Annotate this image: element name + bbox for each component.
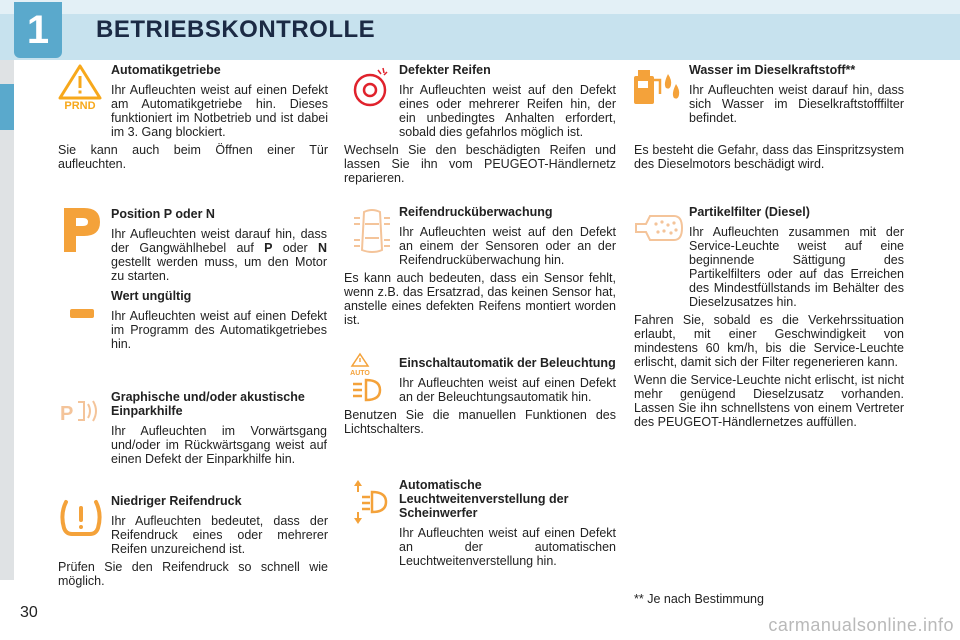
side-mark (0, 84, 14, 130)
section-text-2: Es besteht die Gefahr, dass das Einspritzsystem des Dieselmotors beschädigt wird. (634, 143, 904, 171)
section-einparkhilfe (111, 390, 327, 470)
section-title: Wasser im Dieselkraftstoff** (689, 63, 856, 77)
watermark: carmanualsonline.info (768, 615, 954, 635)
parking-assist-icon (58, 396, 104, 433)
p-letter-icon (60, 206, 102, 259)
section-title: Einschaltautomatik der Beleuchtung (399, 356, 616, 370)
page-number: 30 (20, 604, 38, 621)
section-position-p-n (111, 207, 327, 287)
section-text: Ihr Aufleuchten weist darauf hin, dass sich Wasser im Dieselkraftstofffilter befindet. (689, 83, 904, 125)
auto-label: AUTO (350, 370, 370, 377)
section-title: Reifendrucküberwachung (399, 205, 553, 219)
section-text: Ihr Aufleuchten weist auf den Defekt an einem der Sensoren oder an der Reifendrucküberwachung hin. (399, 225, 616, 267)
section-text: Ihr Aufleuchten weist auf einen Defekt im Programm des Automatikgetriebes hin. (111, 309, 327, 351)
dash-icon (70, 306, 94, 324)
section-text: Ihr Aufleuchten zusammen mit der Service-Leuchte weist auf eine beginnende Sättigung des Partikelfilters oder auf das Erreichen des Mindestfüllstands im Behälter des Dieselzusatzes hin. (689, 225, 904, 309)
section-partikelfilter (634, 205, 904, 433)
section-wert-ungueltig (111, 289, 327, 355)
section-title: Niedriger Reifendruck (111, 494, 242, 508)
section-title: Graphische und/oder akustische Einparkhilfe (111, 390, 305, 418)
section-wasser-im-diesel (634, 63, 904, 175)
section-text-2: Fahren Sie, sobald es die Verkehrssituation erlaubt, mit einer Geschwindigkeit von mindestens 60 km/h, bis die Service-Leuchte erlischt, damit sich der Filter regenerieren kann. (634, 313, 904, 369)
page-title: BETRIEBSKONTROLLE (96, 16, 376, 43)
section-leuchtweitenverstellung (344, 478, 616, 572)
section-text: Ihr Aufleuchten weist auf einen Defekt am Automatikgetriebe hin. Dieses funktioniert im Notbetrieb und ist dabei im 3. Gang blockiert. (111, 83, 328, 139)
section-text-2: Es kann auch bedeuten, dass ein Sensor fehlt, wenn z.B. das Ersatzrad, das keinen Sensor hat, anstelle eines defekten Reifens montiert worden ist. (344, 271, 616, 327)
section-text: Ihr Aufleuchten im Vorwärtsgang und/oder im Rückwärtsgang weist auf einen Defekt der Einparkhilfe hin. (111, 424, 327, 466)
side-strip (0, 60, 14, 580)
pl-label: P (60, 403, 74, 425)
section-text: Ihr Aufleuchten weist auf den Defekt eines oder mehrerer Reifen hin, der ein unbedingtes Anhalten erfordert, sobald dies gefahrlos möglich ist. (399, 83, 616, 139)
section-text: Ihr Aufleuchten weist darauf hin, dass der Gangwählhebel auf P oder N gestellt werden muss, um den Motor zu starten. (111, 227, 328, 283)
section-title: Position P oder N (111, 207, 215, 221)
section-einschaltautomatik (344, 356, 616, 440)
section-text-3: Wenn die Service-Leuchte nicht erlischt, ist nicht mehr genügend Dieselzusatz vorhanden. Lassen Sie ihn schnellstens von einem Vertreter des PEUGEOT-Händlernetzes auffüllen. (634, 373, 904, 429)
section-text-2: Wechseln Sie den beschädigten Reifen und lassen Sie ihn vom PEUGEOT-Händlernetz reparieren. (344, 143, 616, 185)
footnote: ** Je nach Bestimmung (634, 592, 764, 606)
section-text: Ihr Aufleuchten bedeutet, dass der Reifendruck eines oder mehrerer Reifen unzureichend ist. (111, 514, 328, 556)
section-automatikgetriebe (58, 63, 328, 175)
section-text-2: Benutzen Sie die manuellen Funktionen des Lichtschalters. (344, 408, 616, 436)
section-title: Defekter Reifen (399, 63, 491, 77)
prnd-label: PRND (64, 100, 96, 112)
section-text-2: Prüfen Sie den Reifendruck so schnell wie möglich. (58, 560, 328, 588)
section-text: Ihr Aufleuchten weist auf einen Defekt an der Beleuchtungsautomatik hin. (399, 376, 616, 404)
header-band (0, 0, 960, 14)
section-title: Automatikgetriebe (111, 63, 221, 77)
section-title: Partikelfilter (Diesel) (689, 205, 810, 219)
section-defekter-reifen (344, 63, 616, 189)
section-text: Ihr Aufleuchten weist auf einen Defekt an der automatischen Leuchtweitenverstellung hin. (399, 526, 616, 568)
section-title: Automatische Leuchtweitenverstellung der Scheinwerfer (399, 478, 569, 520)
section-title: Wert ungültig (111, 289, 192, 303)
chapter-number: 1 (26, 8, 50, 52)
section-text-2: Sie kann auch beim Öffnen einer Tür aufleuchten. (58, 143, 328, 171)
section-reifendruckueberwachung (344, 205, 616, 331)
section-niedriger-reifendruck (58, 494, 328, 592)
